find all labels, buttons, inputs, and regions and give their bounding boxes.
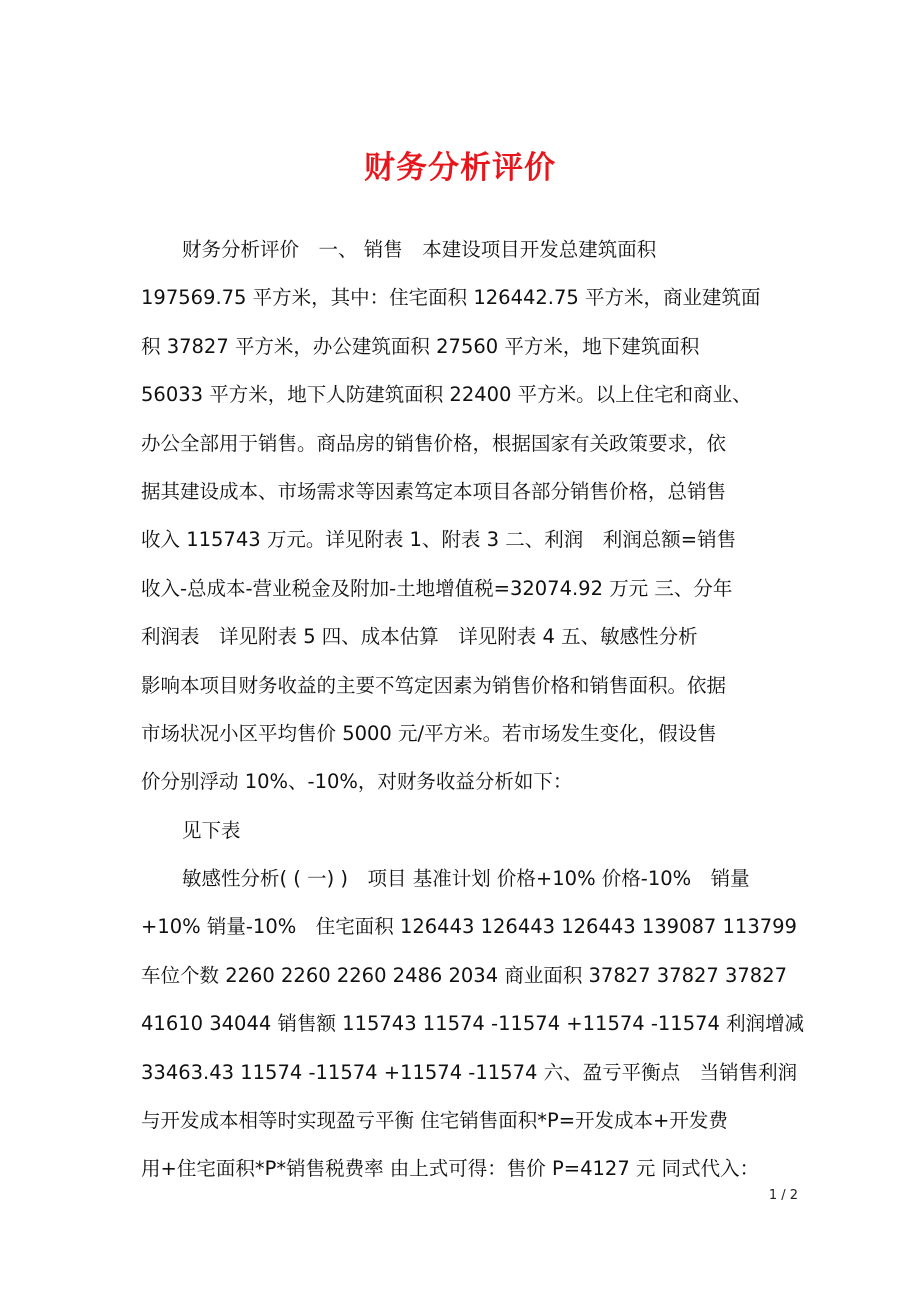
text-line: 市场状况小区平均售价 5000 元/平方米。若市场发生变化，假设售 (141, 721, 717, 745)
text-line: 利润表 详见附表 5 四、成本估算 详见附表 4 五、敏感性分析 (141, 625, 698, 649)
text-line: 见下表 (182, 818, 241, 842)
page-number: 1 / 2 (768, 1188, 798, 1203)
text-line: 影响本项目财务收益的主要不笃定因素为销售价格和销售面积。依据 (141, 673, 727, 697)
text-line: 56033 平方米，地下人防建筑面积 22400 平方米。以上住宅和商业、 (141, 383, 752, 407)
text-line: 办公全部用于销售。商品房的销售价格，根据国家有关政策要求，依 (141, 431, 727, 455)
text-line: 197569.75 平方米，其中：住宅面积 126442.75 平方米，商业建筑面 (141, 286, 761, 310)
text-line: 收入-总成本-营业税金及附加-土地增值税=32074.92 万元 三、分年 (141, 576, 733, 600)
text-line: 车位个数 2260 2260 2260 2486 2034 商业面积 37827 37827 37827 (141, 963, 788, 987)
text-line: 41610 34044 销售额 115743 11574 -11574 +11574 -11574 利润增减 (141, 1012, 805, 1036)
text-line: 财务分析评价 一、 销售 本建设项目开发总建筑面积 (182, 238, 657, 261)
text-line: 积 37827 平方米，办公建筑面积 27560 平方米，地下建筑面积 (141, 334, 700, 358)
text-line: 敏感性分析( ( 一) ) 项目 基准计划 价格+10% 价格-10% 销量 (182, 867, 750, 891)
text-line: 价分别浮动 10%、-10%，对财务收益分析如下： (141, 770, 573, 794)
text-line: 据其建设成本、市场需求等因素笃定本项目各部分销售价格，总销售 (141, 479, 727, 503)
text-line: 收入 115743 万元。详见附表 1、附表 3 二、利润 利润总额=销售 (141, 528, 737, 552)
text-line: 33463.43 11574 -11574 +11574 -11574 六、盈亏平衡点 当销售利润 (141, 1060, 798, 1084)
document-title: 财务分析评价 (364, 150, 556, 186)
text-line: 用+住宅面积*P*销售税费率 由上式可得：售价 P=4127 元 同式代入： (141, 1157, 760, 1181)
text-line: +10% 销量-10% 住宅面积 126443 126443 126443 139087 113799 (141, 915, 797, 939)
document-body (141, 226, 805, 1194)
text-line: 与开发成本相等时实现盈亏平衡 住宅销售面积*P=开发成本+开发费 (141, 1109, 728, 1133)
